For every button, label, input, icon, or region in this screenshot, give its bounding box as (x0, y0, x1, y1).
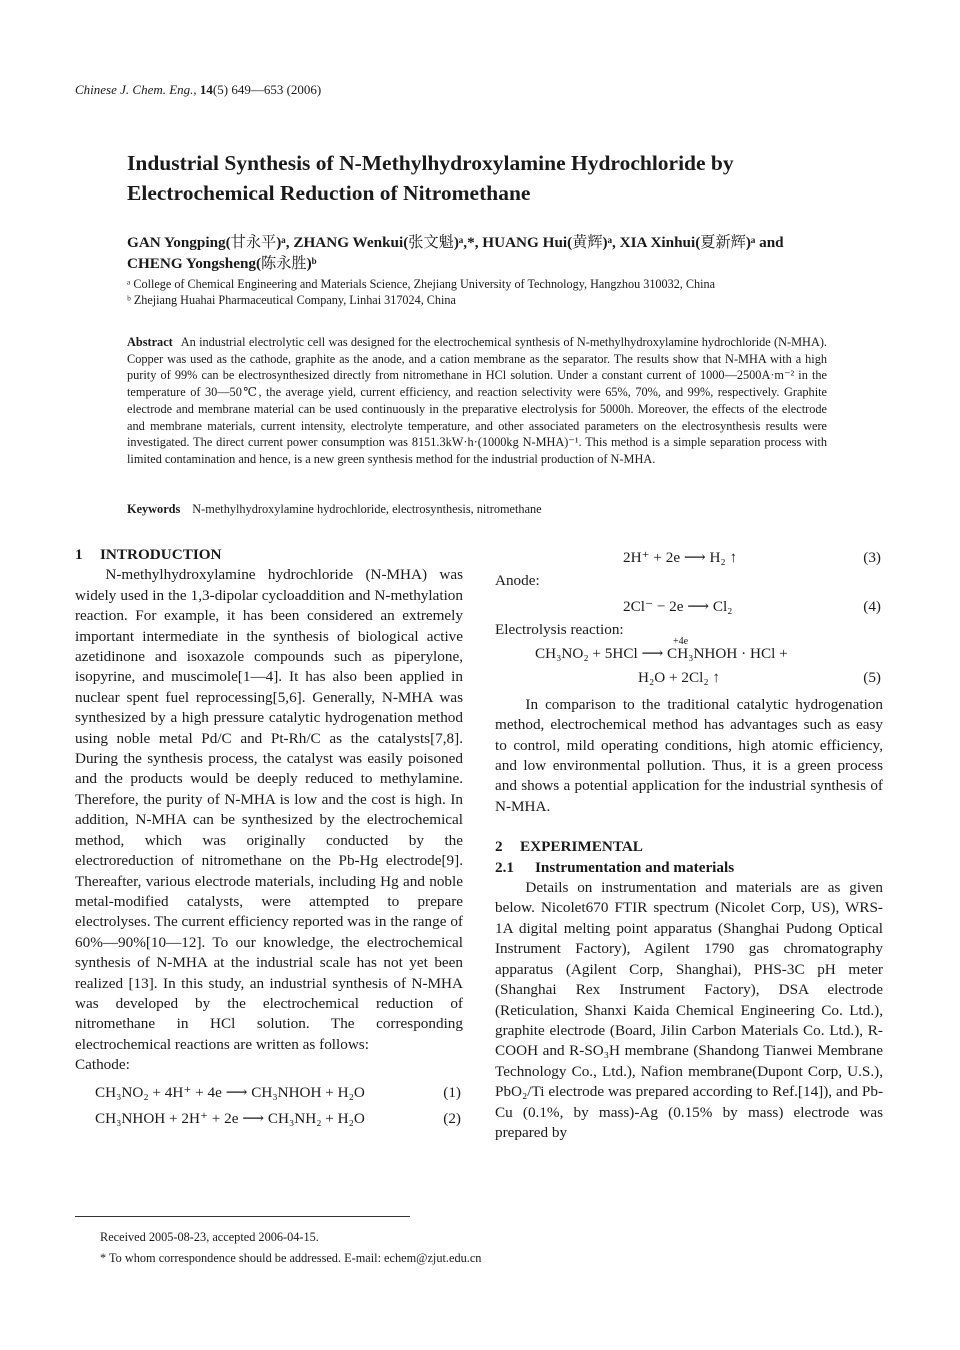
left-column (75, 545, 463, 1132)
equation-5b (495, 665, 883, 691)
arrow-label: +4e (673, 635, 689, 647)
journal-citation (75, 82, 321, 98)
paper-title: Industrial Synthesis of N-Methylhydroxylamine Hydrochloride by Electrochemical Reduction of Nitromethane (127, 151, 734, 205)
author-affil-mark: )ᵃ,*, (453, 234, 483, 251)
equation-number: (3) (863, 549, 881, 566)
equation-1 (75, 1080, 463, 1106)
footnote-divider (75, 1216, 410, 1217)
author-chinese-name: 黄辉 (572, 234, 603, 251)
author-chinese-name: 张文魁 (408, 234, 454, 251)
footnote-received: Received 2005-08-23, accepted 2006-04-15. (100, 1230, 319, 1244)
author-chinese-name: 甘永平 (230, 234, 277, 251)
author-name: XIA Xinhui( (619, 234, 701, 251)
equation-number: (5) (863, 668, 881, 686)
equation-5a (495, 635, 883, 665)
journal-volume: 14 (199, 82, 213, 97)
keywords-label: Keywords (127, 502, 181, 516)
affiliation-b: ᵇ Zhejiang Huahai Pharmaceutical Company, Linhai 317024, China (127, 293, 456, 307)
equation-number: (2) (443, 1109, 461, 1127)
equation-number: (1) (443, 1083, 461, 1101)
section-heading (495, 837, 883, 857)
equation-2 (75, 1106, 463, 1132)
right-column (495, 545, 883, 1143)
section-number: 1 (75, 546, 83, 563)
section-heading (75, 545, 463, 565)
journal-name: Chinese J. Chem. Eng., (75, 82, 197, 97)
author-chinese-name: 陈永胜 (261, 255, 307, 272)
equation-expression: 2H⁺ + 2e ⟶ H₂ ↑ (623, 549, 738, 566)
author-chinese-name: 夏新辉 (700, 234, 746, 251)
abstract-label: Abstract (127, 335, 173, 349)
equation-number: (4) (863, 598, 881, 616)
author-affil-mark: )ᵃ, (276, 234, 294, 251)
footnote-correspondence: * To whom correspondence should be addressed. E-mail: echem@zjut.edu.cn (100, 1251, 482, 1265)
author-name: CHENG Yongsheng( (127, 255, 262, 272)
anode-label: Anode: (495, 572, 540, 589)
intro-paragraph: N-methylhydroxylamine hydrochloride (N-MHA) was widely used in the 1,3-dipolar cycloaddition and N-methylation reaction. For example, it has been considered an extremely important intermediate in the synthesis of biological active azetidinone and isoxazole compounds such as piperylone, isopyrine, and muscimole[1—4]. It has also been applied in nuclear spent fuel reprocessing[5,6]. Generally, N-MHA was synthesized by a high pressure catalytic hydrogenation method using noble metal Pd/C and Pt-Rh/C as the catalysts[7,8]. During the synthesis process, the catalyst was easily poisoned and the products would be deeply reduced to methylamine. Therefore, the purity of N-MHA is low and the cost is high. In addition, N-MHA can be synthesized by the electrochemical method, which was originally conducted by the electroreduction of nitromethane on the Pb-Hg electrode[9]. Thereafter, various electrode materials, including Hg and noble metal-modified catalysts, were attempted to prepare electrolyses. The current efficiency reported was in the range of 60%—90%[10—12]. To our knowledge, the electrochemical synthesis of N-MHA at the industrial scale has not yet been realized [13]. In this study, an industrial synthesis of N-MHA was developed by the electrochemical reduction of nitromethane in HCl solution. The corresponding electrochemical reactions are written as follows: (75, 566, 463, 1053)
author-affil-mark: )ᵃ and (745, 234, 784, 251)
author-name: ZHANG Wenkui( (293, 234, 409, 251)
equation-expression: CH₃NO₂ + 5HCl ⟶ CH₃NHOH · HCl + (535, 644, 788, 662)
equation-expression: CH₃NO₂ + 4H⁺ + 4e ⟶ CH₃NHOH + H₂O (95, 1083, 365, 1101)
author-affil-mark: )ᵇ (306, 255, 317, 272)
equation-expression: H₂O + 2Cl₂ ↑ (638, 668, 721, 686)
subsection-number: 2.1 (495, 858, 514, 876)
equation-4 (495, 594, 883, 620)
section-number: 2 (495, 838, 503, 856)
keywords-text: N-methylhydroxylamine hydrochloride, electrosynthesis, nitromethane (192, 502, 542, 516)
keywords (127, 501, 827, 517)
affiliation-a: ᵃ College of Chemical Engineering and Materials Science, Zhejiang University of Technology, Hangzhou 310032, China (127, 277, 716, 291)
author-list (127, 232, 837, 274)
author-affil-mark: )ᵃ, (602, 234, 620, 251)
equation-expression: 2Cl⁻ − 2e ⟶ Cl₂ (623, 598, 733, 616)
author-name: GAN Yongping( (127, 234, 231, 251)
abstract (127, 334, 827, 468)
electrolysis-label: Electrolysis reaction: (495, 621, 624, 639)
section-title: INTRODUCTION (100, 546, 222, 563)
section-title: EXPERIMENTAL (520, 838, 643, 856)
experimental-paragraph: Details on instrumentation and materials are as given below. Nicolet670 FTIR spectrum (Nicolet Corp, US), WRS-1A digital melting point apparatus (Shanghai Pudong Optical Instrument Factory), Agilent 1790 gas chromatography apparatus (Agilent Corp, Shanghai), PHS-3C pH meter (Shanghai Rex Instrument Factory), DSA electrode (Reticulation, Shanxi Kaida Chemical Engineering Co. Ltd.), graphite electrode (Board, Jilin Carbon Materials Co. Ltd.), R-COOH and R-SO₃H membrane (Shandong Tianwei Membrane Technology Co., Ltd.), Nafion membrane(Dupont Corp, U.S.), PbO₂/Ti electrode was prepared according to Ref.[14]), and Pb-Cu (0.1%, by mass)-Ag (0.15% by mass) electrode was prepared by (495, 879, 883, 1141)
abstract-text: An industrial electrolytic cell was designed for the electrochemical synthesis of N-methylhydroxylamine hydrochloride (N-MHA). Copper was used as the cathode, graphite as the anode, and a cation membrane as the separator. The results show that N-MHA with a high purity of 99% can be electrosynthesized directly from nitromethane in HCl solution. Under a constant current of 1000—2500A·m⁻² in the temperature of 30—50℃, the average yield, current efficiency, and reaction selectivity were 65%, 70%, and 99%, respectively. Graphite electrode and membrane material can be used continuously in the preparative electrolysis for 5000h. Moreover, the effects of the electrode and membrane materials, current intensity, electrolyte temperature, and other associated parameters on the electrosynthesis results were investigated. The direct current power consumption was 8151.3kW·h·(1000kg N-MHA)⁻¹. This method is a simple separation process with limited contamination and hence, is a new green synthesis method for the industrial production of N-MHA. (127, 335, 827, 466)
author-name: HUANG Hui( (482, 234, 573, 251)
journal-pages: (5) 649—653 (2006) (212, 82, 322, 97)
equation-3 (495, 545, 883, 571)
comparison-paragraph: In comparison to the traditional catalytic hydrogenation method, electrochemical method has advantages such as easy to control, mild operating conditions, high atomic efficiency, and low environmental pollution. Thus, it is a green process and shows a potential application for the industrial synthesis of N-MHA. (495, 695, 883, 815)
equation-expression: CH₃NHOH + 2H⁺ + 2e ⟶ CH₃NH₂ + H₂O (95, 1109, 365, 1127)
subsection-heading (495, 858, 883, 878)
cathode-label: Cathode: (75, 1056, 130, 1074)
subsection-title: Instrumentation and materials (535, 858, 735, 876)
